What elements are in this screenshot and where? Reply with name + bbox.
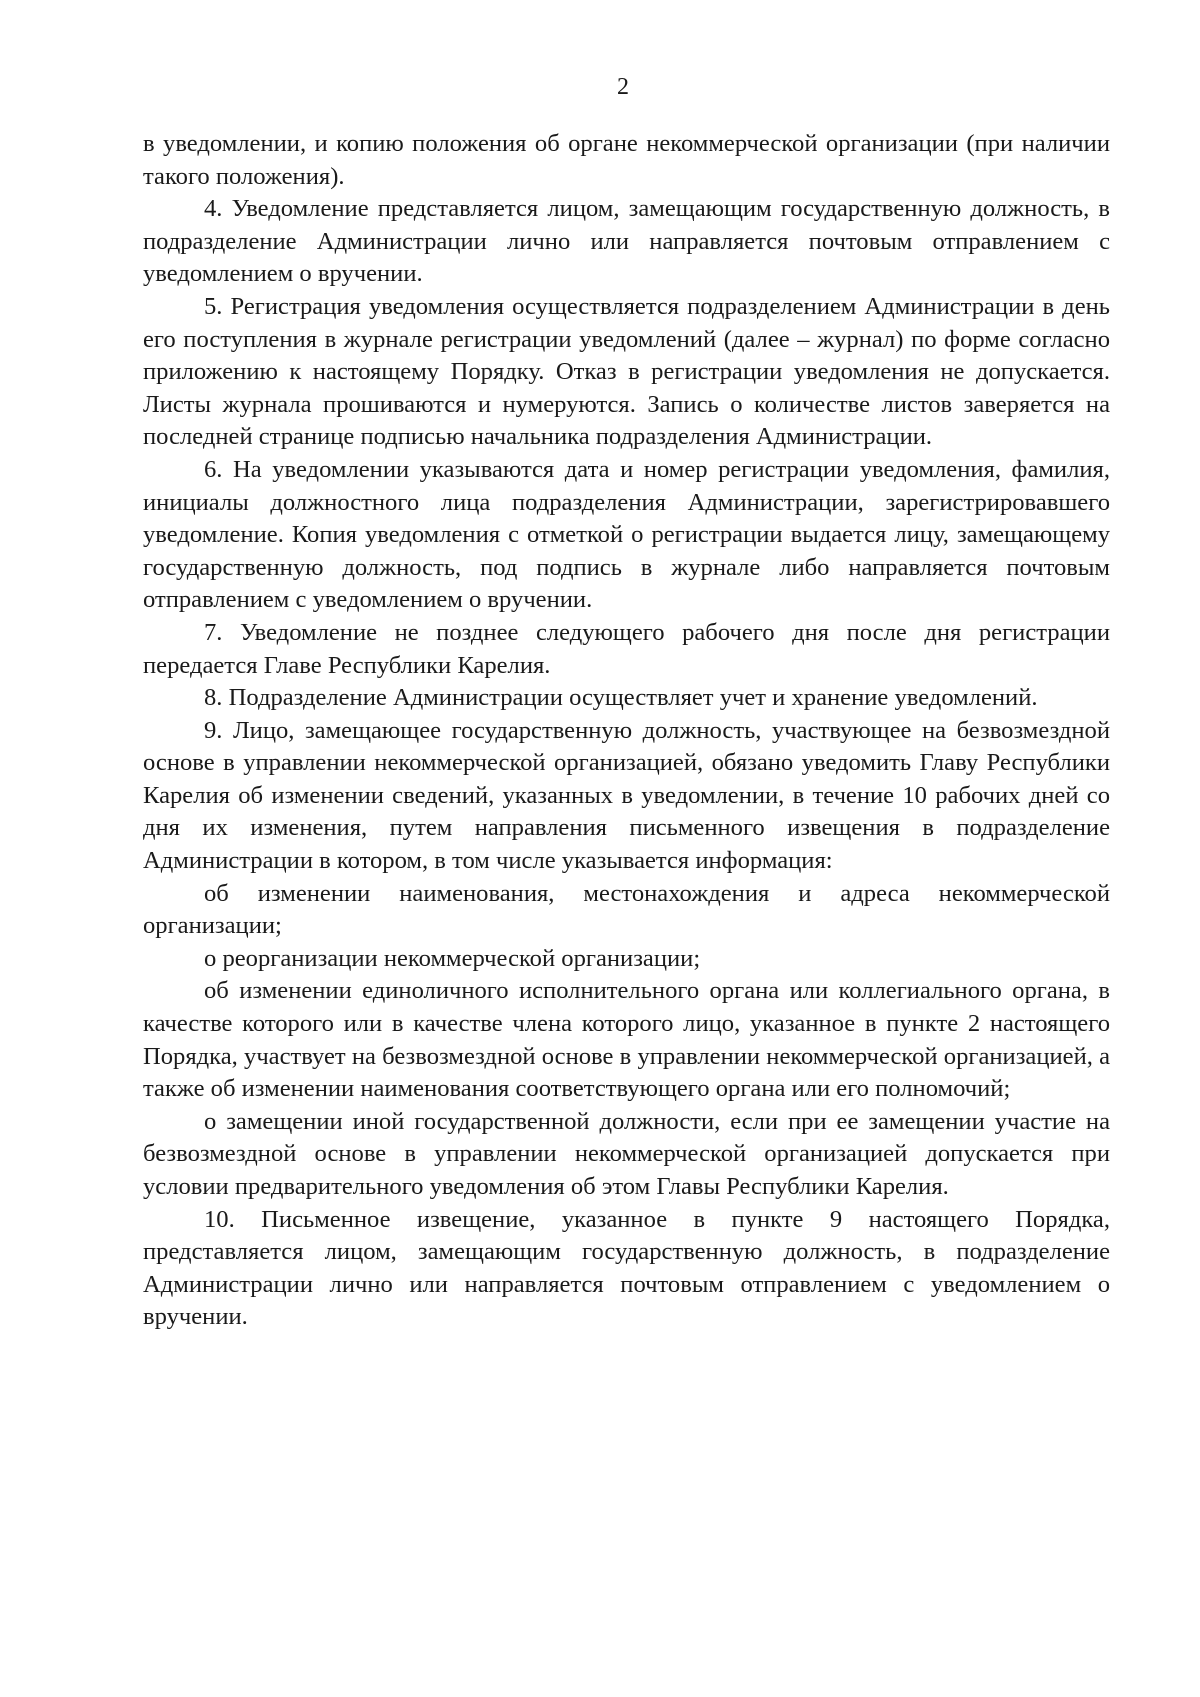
paragraph-item-9: 9. Лицо, замещающее государственную должность, участвующее на безвозмездной основе в управлении некоммерческой организацией, обязано уведомить Главу Республики Карелия об изменении сведений, указанных в уведомлении, в течение 10 рабочих дней со дня их изменения, путем направления письменного извещения в подразделение Администрации в котором, в том числе указывается информация: bbox=[143, 716, 1110, 875]
paragraph-item-5: 5. Регистрация уведомления осуществляется подразделением Администрации в день его поступления в журнале регистрации уведомлений (далее – журнал) по форме согласно приложению к настоящему Порядку. Отказ в регистрации уведомления не допускается. Листы журнала прошиваются и нумеруются. Запись о количестве листов заверяется на последней странице подписью начальника подразделения Администрации. bbox=[143, 292, 1110, 451]
paragraph-item-6: 6. На уведомлении указываются дата и номер регистрации уведомления, фамилия, инициалы должностного лица подразделения Администрации, зарегистрировавшего уведомление. Копия уведомления с отметкой о регистрации выдается лицу, замещающему государственную должность, под подпись в журнале либо направляется почтовым отправлением с уведомлением о вручении. bbox=[143, 455, 1110, 614]
page-number: 2 bbox=[617, 74, 629, 100]
paragraph-item-9-subitem-other-position: о замещении иной государственной должности, если при ее замещении участие на безвозмездной основе в управлении некоммерческой организацией допускается при условии предварительного уведомления об этом Главы Республики Карелия. bbox=[143, 1107, 1110, 1200]
paragraph-item-9-subitem-organ-change: об изменении единоличного исполнительного органа или коллегиального органа, в качестве которого или в качестве члена которого лицо, указанное в пункте 2 настоящего Порядка, участвует на безвозмездной основе в управлении некоммерческой организацией, а также об изменении наименования соответствующего органа или его полномочий; bbox=[143, 977, 1110, 1103]
document-body bbox=[143, 128, 1110, 1334]
paragraph-continuation: в уведомлении, и копию положения об органе некоммерческой организации (при наличии такого положения). bbox=[143, 130, 1110, 190]
paragraph-item-9-subitem-reorganization: о реорганизации некоммерческой организации; bbox=[204, 944, 701, 972]
paragraph-item-4: 4. Уведомление представляется лицом, замещающим государственную должность, в подразделение Администрации лично или направляется почтовым отправлением с уведомлением о вручении. bbox=[143, 195, 1110, 288]
paragraph-item-10: 10. Письменное извещение, указанное в пункте 9 настоящего Порядка, представляется лицом, замещающим государственную должность, в подразделение Администрации лично или направляется почтовым отправлением с уведомлением о вручении. bbox=[143, 1205, 1110, 1331]
paragraph-item-8: 8. Подразделение Администрации осуществляет учет и хранение уведомлений. bbox=[204, 684, 1038, 712]
paragraph-item-7: 7. Уведомление не позднее следующего рабочего дня после дня регистрации передается Главе Республики Карелия. bbox=[143, 618, 1110, 679]
paragraph-item-9-subitem-name-change: об изменении наименования, местонахождения и адреса некоммерческой организации; bbox=[143, 879, 1110, 940]
